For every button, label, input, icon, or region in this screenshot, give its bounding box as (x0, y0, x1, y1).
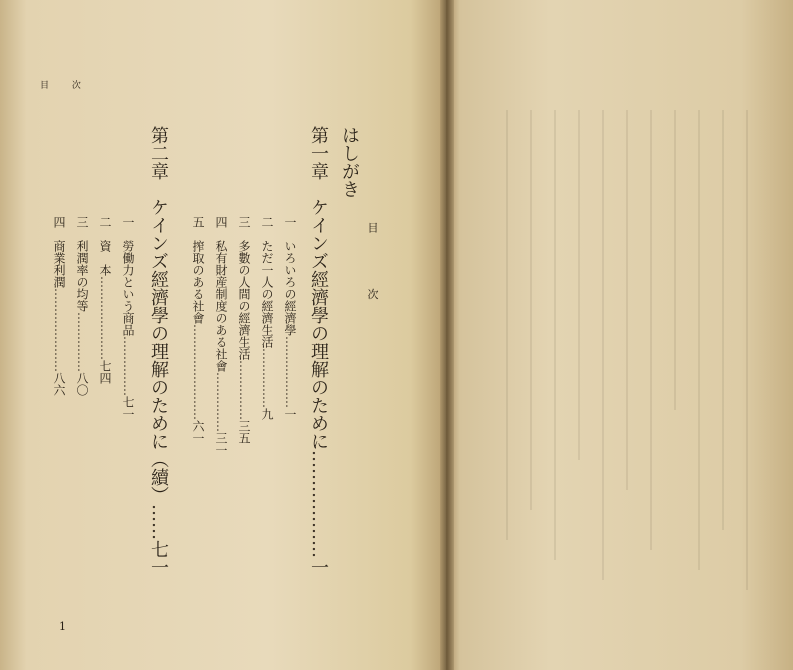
chapter-2-page: 七一 (148, 540, 169, 576)
toc-chapter-2 (145, 126, 171, 576)
preface-label: はしがき (339, 126, 360, 198)
leader-dots: …………… (121, 336, 135, 396)
leader-dots: ……………… (283, 336, 297, 408)
item-page: 一 (283, 408, 297, 420)
chapter-1-page: 一 (308, 558, 329, 576)
item-page: 三一 (214, 432, 228, 456)
chapter-2-title: 第二章 ケインズ經濟學の理解のために（續） (148, 126, 169, 504)
item-page: 六一 (191, 420, 205, 444)
toc-item (120, 216, 137, 420)
page-number: 1 (59, 620, 66, 633)
item-number: 一 (283, 216, 297, 228)
right-page (366, 0, 793, 670)
item-number: 一 (121, 216, 135, 228)
show-through (722, 110, 724, 530)
toc-item (97, 216, 114, 384)
item-page: 八六 (52, 372, 66, 396)
show-through (674, 110, 676, 410)
leader-dots: …………… (260, 348, 274, 408)
toc-item (74, 216, 91, 396)
leader-dots: ………………… (52, 288, 66, 372)
item-number: 三 (75, 216, 89, 228)
item-text: ただ一人の經濟生活 (260, 240, 274, 348)
toc-item (190, 216, 207, 444)
item-page: 八〇 (75, 372, 89, 396)
item-number: 二 (260, 216, 274, 228)
leader-dots: …………… (214, 372, 228, 432)
show-through (650, 110, 652, 550)
show-through (578, 110, 580, 460)
item-text: 資 本 (98, 240, 112, 276)
item-number: 三 (237, 216, 251, 228)
item-text: 勞働力という商品 (121, 240, 135, 336)
item-text: 商業利潤 (52, 240, 66, 288)
item-text: 私有財産制度のある社會 (214, 240, 228, 372)
book-gutter (440, 0, 454, 670)
toc-item (282, 216, 299, 420)
leader-dots: …………… (75, 312, 89, 372)
item-page: 三五 (237, 420, 251, 444)
leader-dots: …… (148, 504, 169, 540)
show-through (554, 110, 556, 560)
item-number: 二 (98, 216, 112, 228)
toc-item (236, 216, 253, 444)
show-through (530, 110, 532, 510)
leader-dots: ………………… (98, 276, 112, 360)
leader-dots: ……………… (308, 450, 329, 558)
show-through (506, 110, 508, 540)
leader-dots: …………… (237, 360, 251, 420)
item-text: 多數の人間の經濟生活 (237, 240, 251, 360)
show-through (602, 110, 604, 580)
toc-item (259, 216, 276, 420)
chapter-1-title: 第一章 ケインズ經濟學の理解のために (308, 126, 329, 450)
toc-item (51, 216, 68, 396)
item-page: 七四 (98, 360, 112, 384)
item-number: 五 (191, 216, 205, 228)
item-text: いろいろの經濟學 (283, 240, 297, 336)
item-number: 四 (52, 216, 66, 228)
item-number: 四 (214, 216, 228, 228)
toc-chapter-1 (305, 126, 331, 576)
toc-preface (336, 126, 362, 198)
item-text: 搾取のある社會 (191, 240, 205, 324)
page-header: 目 次 (40, 81, 91, 91)
show-through (698, 110, 700, 570)
right-page-title: 目 次 (366, 222, 379, 326)
leader-dots: …………………… (191, 324, 205, 420)
show-through (746, 110, 748, 590)
item-page: 九 (260, 408, 274, 420)
show-through (626, 110, 628, 490)
toc-item (213, 216, 230, 456)
item-page: 七一 (121, 396, 135, 420)
item-text: 利潤率の均等 (75, 240, 89, 312)
